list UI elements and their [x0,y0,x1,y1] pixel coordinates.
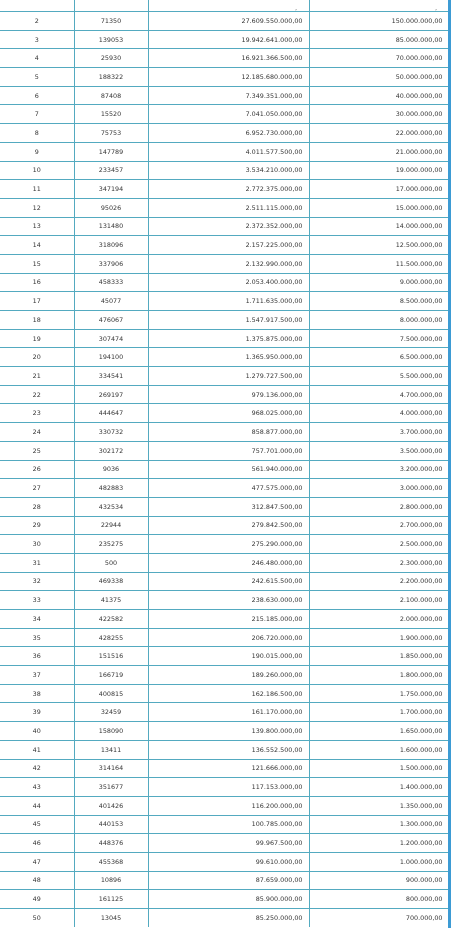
cell-total: 215.185.000,00 [148,610,309,629]
cell-max: 2.200.000,00 [309,572,449,591]
cell-id: 444647 [74,404,148,423]
cell-total: 858.877.000,00 [148,423,309,442]
cell-total: 279.842.500,00 [148,516,309,535]
cell-id: 448376 [74,834,148,853]
cell-rank: 46 [0,834,74,853]
table-row[interactable] [0,423,449,442]
cell-max: 2.500.000,00 [309,535,449,554]
cell-rank: 17 [0,292,74,311]
cell-total: 979.136.000,00 [148,385,309,404]
cell-max: 1.700.000,00 [309,703,449,722]
cell-total: 85.250.000,00 [148,909,309,928]
table-row[interactable] [0,236,449,255]
table-row[interactable] [0,49,449,68]
table-row[interactable] [0,142,449,161]
cell-id: 45077 [74,292,148,311]
cell-total: 242.615.500,00 [148,572,309,591]
cell-rank: 31 [0,553,74,572]
cell-id: 95026 [74,198,148,217]
cell-rank: 35 [0,628,74,647]
cell-total: 139.800.000,00 [148,722,309,741]
cell-total: 561.940.000,00 [148,460,309,479]
cell-id: 351677 [74,778,148,797]
cell-rank: 48 [0,871,74,890]
cell-rank: 23 [0,404,74,423]
cell-max: 3.700.000,00 [309,423,449,442]
cell-total: 2.157.225.000,00 [148,236,309,255]
cell-max: 50.000.000,00 [309,68,449,87]
cell-id: 347194 [74,180,148,199]
cell-id: 71350 [74,12,148,31]
cell-rank: 42 [0,759,74,778]
table-row[interactable] [0,105,449,124]
cell-max: 1.400.000,00 [309,778,449,797]
cell-id: 13045 [74,909,148,928]
cell-rank: 47 [0,852,74,871]
cell-total: 2.511.115.000,00 [148,198,309,217]
cell-max: 2.300.000,00 [309,553,449,572]
table-row[interactable] [0,759,449,778]
cell-total: 12.185.680.000,00 [148,68,309,87]
cell-id: 235275 [74,535,148,554]
cell-total: 2.772.375.000,00 [148,180,309,199]
table-row[interactable] [0,591,449,610]
cell-total: 27.609.550.000,00 [148,12,309,31]
table-row[interactable] [0,535,449,554]
cell-id: 131480 [74,217,148,236]
table-row[interactable] [0,404,449,423]
cell-max: 3.000.000,00 [309,479,449,498]
cell-total: 116.200.000,00 [148,796,309,815]
cell-id: 233457 [74,161,148,180]
cell-max: 900.000,00 [309,871,449,890]
cell-id: 334541 [74,367,148,386]
cell-max: 22.000.000,00 [309,124,449,143]
cell-rank: 41 [0,740,74,759]
cell-max: 150.000.000,00 [309,12,449,31]
cell-rank: 8 [0,124,74,143]
table-row[interactable] [0,30,449,49]
cell-max: 19.000.000,00 [309,161,449,180]
cell-rank: 16 [0,273,74,292]
cell-id: 337906 [74,254,148,273]
cell-rank: 25 [0,441,74,460]
table-row[interactable] [0,628,449,647]
cell-max: 2.800.000,00 [309,497,449,516]
table-row[interactable] [0,796,449,815]
table-body [0,12,449,928]
cell-total: 4.011.577.500,00 [148,142,309,161]
table-row[interactable] [0,180,449,199]
table-row[interactable] [0,68,449,87]
table-row[interactable] [0,647,449,666]
cell-id: 500 [74,553,148,572]
cell-max: 17.000.000,00 [309,180,449,199]
cell-id: 476067 [74,311,148,330]
cell-id: 428255 [74,628,148,647]
cell-id: 302172 [74,441,148,460]
cell-total: 2.372.352.000,00 [148,217,309,236]
table-row[interactable] [0,909,449,928]
cell-id: 139053 [74,30,148,49]
table-row[interactable] [0,890,449,909]
cell-id: 455368 [74,852,148,871]
cell-rank: 39 [0,703,74,722]
table-row[interactable] [0,367,449,386]
cell-rank: 6 [0,86,74,105]
table-row[interactable] [0,292,449,311]
cell-total: 162.186.500,00 [148,684,309,703]
cell-rank: 9 [0,142,74,161]
table-row[interactable] [0,871,449,890]
cell-rank: 20 [0,348,74,367]
cell-total: 757.701.000,00 [148,441,309,460]
cell-max: 1.800.000,00 [309,666,449,685]
cell-max: 2.700.000,00 [309,516,449,535]
cell-rank: 15 [0,254,74,273]
cell-max: 8.500.000,00 [309,292,449,311]
table-row[interactable] [0,516,449,535]
table-row[interactable] [0,572,449,591]
table-row[interactable] [0,161,449,180]
cell-id: 9036 [74,460,148,479]
cell-rank: 38 [0,684,74,703]
cell-total: 117.153.000,00 [148,778,309,797]
cell-id: 188322 [74,68,148,87]
cell-total: 206.720.000,00 [148,628,309,647]
cell-id: 432534 [74,497,148,516]
table-row[interactable] [0,553,449,572]
table-row[interactable] [0,703,449,722]
cell-max: 15.000.000,00 [309,198,449,217]
table-row[interactable] [0,217,449,236]
cell-max: 30.000.000,00 [309,105,449,124]
cell-id: 158090 [74,722,148,741]
table-row[interactable] [0,852,449,871]
cell-id: 161125 [74,890,148,909]
cell-rank: 4 [0,49,74,68]
cell-id: 87408 [74,86,148,105]
cell-total: 85.900.000,00 [148,890,309,909]
cell-id: 314164 [74,759,148,778]
cell-id: 32459 [74,703,148,722]
cell-rank: 50 [0,909,74,928]
cell-total: 7.349.351.000,00 [148,86,309,105]
cell-max: 14.000.000,00 [309,217,449,236]
cell-max: 3.200.000,00 [309,460,449,479]
cell-max: 700.000,00 [309,909,449,928]
table-row[interactable] [0,441,449,460]
cell-rank: 44 [0,796,74,815]
cell-rank: 27 [0,479,74,498]
cell-total: 3.534.210.000,00 [148,161,309,180]
table-row[interactable] [0,834,449,853]
cell-max: 2.100.000,00 [309,591,449,610]
cell-max: 3.500.000,00 [309,441,449,460]
cell-total: 1.375.875.000,00 [148,329,309,348]
header-cell-id [75,0,149,11]
table-row[interactable] [0,12,449,31]
cell-max: 1.350.000,00 [309,796,449,815]
table-row[interactable] [0,479,449,498]
cell-id: 318096 [74,236,148,255]
cell-max: 21.000.000,00 [309,142,449,161]
cell-max: 5.500.000,00 [309,367,449,386]
cell-total: 100.785.000,00 [148,815,309,834]
cell-id: 482883 [74,479,148,498]
cell-total: 1.365.950.000,00 [148,348,309,367]
cell-total: 136.552.500,00 [148,740,309,759]
cell-rank: 10 [0,161,74,180]
cell-max: 70.000.000,00 [309,49,449,68]
cell-max: 1.650.000,00 [309,722,449,741]
cell-id: 458333 [74,273,148,292]
cell-rank: 32 [0,572,74,591]
table-row[interactable] [0,198,449,217]
cell-id: 269197 [74,385,148,404]
header-tick: , [295,5,297,12]
cell-total: 477.575.000,00 [148,479,309,498]
cell-rank: 22 [0,385,74,404]
cell-max: 12.500.000,00 [309,236,449,255]
cell-max: 7.500.000,00 [309,329,449,348]
cell-rank: 18 [0,311,74,330]
cell-rank: 37 [0,666,74,685]
cell-total: 6.952.730.000,00 [148,124,309,143]
cell-max: 2.000.000,00 [309,610,449,629]
cell-id: 151516 [74,647,148,666]
table-row[interactable] [0,815,449,834]
cell-max: 9.000.000,00 [309,273,449,292]
table-row[interactable] [0,778,449,797]
cell-total: 87.659.000,00 [148,871,309,890]
table-row[interactable] [0,722,449,741]
header-cell-total [149,0,310,11]
cell-total: 2.053.400.000,00 [148,273,309,292]
cell-max: 800.000,00 [309,890,449,909]
cell-id: 13411 [74,740,148,759]
cell-id: 166719 [74,666,148,685]
table-row[interactable] [0,460,449,479]
cell-total: 161.170.000,00 [148,703,309,722]
cell-rank: 40 [0,722,74,741]
header-cell-max [310,0,450,11]
cell-id: 41375 [74,591,148,610]
cell-max: 85.000.000,00 [309,30,449,49]
table-row[interactable] [0,273,449,292]
cell-rank: 5 [0,68,74,87]
cell-total: 190.015.000,00 [148,647,309,666]
table-row[interactable] [0,610,449,629]
cell-rank: 7 [0,105,74,124]
cell-rank: 30 [0,535,74,554]
cell-id: 422582 [74,610,148,629]
cell-total: 121.666.000,00 [148,759,309,778]
cell-rank: 12 [0,198,74,217]
cell-rank: 49 [0,890,74,909]
header-row-partial [0,0,451,11]
table-row[interactable] [0,86,449,105]
cell-id: 194100 [74,348,148,367]
cell-id: 330732 [74,423,148,442]
cell-rank: 43 [0,778,74,797]
cell-rank: 2 [0,12,74,31]
cell-max: 6.500.000,00 [309,348,449,367]
cell-id: 401426 [74,796,148,815]
cell-max: 4.000.000,00 [309,404,449,423]
cell-max: 1.300.000,00 [309,815,449,834]
cell-id: 440153 [74,815,148,834]
table-row[interactable] [0,385,449,404]
cell-total: 189.260.000,00 [148,666,309,685]
table-row[interactable] [0,329,449,348]
cell-total: 275.290.000,00 [148,535,309,554]
table-row[interactable] [0,497,449,516]
cell-total: 19.942.641.000,00 [148,30,309,49]
cell-max: 4.700.000,00 [309,385,449,404]
cell-total: 238.630.000,00 [148,591,309,610]
table-row[interactable] [0,254,449,273]
header-cell-rank [0,0,75,11]
cell-total: 1.279.727.500,00 [148,367,309,386]
cell-max: 40.000.000,00 [309,86,449,105]
cell-rank: 33 [0,591,74,610]
cell-rank: 34 [0,610,74,629]
cell-max: 1.000.000,00 [309,852,449,871]
cell-rank: 14 [0,236,74,255]
cell-max: 1.750.000,00 [309,684,449,703]
table-row[interactable] [0,740,449,759]
cell-total: 99.610.000,00 [148,852,309,871]
cell-total: 246.480.000,00 [148,553,309,572]
cell-total: 2.132.990.000,00 [148,254,309,273]
cell-rank: 28 [0,497,74,516]
cell-max: 1.600.000,00 [309,740,449,759]
cell-total: 312.847.500,00 [148,497,309,516]
cell-rank: 21 [0,367,74,386]
header-tick: , [435,5,437,12]
cell-id: 10896 [74,871,148,890]
cell-rank: 29 [0,516,74,535]
cell-id: 400815 [74,684,148,703]
cell-rank: 24 [0,423,74,442]
cell-id: 307474 [74,329,148,348]
cell-rank: 45 [0,815,74,834]
cell-id: 75753 [74,124,148,143]
cell-total: 1.711.635.000,00 [148,292,309,311]
table-row[interactable] [0,124,449,143]
table-row[interactable] [0,348,449,367]
cell-max: 8.000.000,00 [309,311,449,330]
cell-rank: 26 [0,460,74,479]
cell-total: 1.547.917.500,00 [148,311,309,330]
table-row[interactable] [0,684,449,703]
cell-id: 25930 [74,49,148,68]
data-table [0,11,450,927]
cell-rank: 36 [0,647,74,666]
table-row[interactable] [0,666,449,685]
cell-total: 16.921.366.500,00 [148,49,309,68]
cell-id: 22944 [74,516,148,535]
cell-rank: 19 [0,329,74,348]
table-row[interactable] [0,311,449,330]
cell-total: 99.967.500,00 [148,834,309,853]
cell-id: 469338 [74,572,148,591]
cell-total: 968.025.000,00 [148,404,309,423]
cell-max: 1.200.000,00 [309,834,449,853]
cell-max: 1.900.000,00 [309,628,449,647]
cell-max: 1.850.000,00 [309,647,449,666]
cell-rank: 3 [0,30,74,49]
cell-id: 147789 [74,142,148,161]
cell-id: 15520 [74,105,148,124]
cell-total: 7.041.050.000,00 [148,105,309,124]
cell-rank: 11 [0,180,74,199]
cell-rank: 13 [0,217,74,236]
cell-max: 11.500.000,00 [309,254,449,273]
cell-max: 1.500.000,00 [309,759,449,778]
